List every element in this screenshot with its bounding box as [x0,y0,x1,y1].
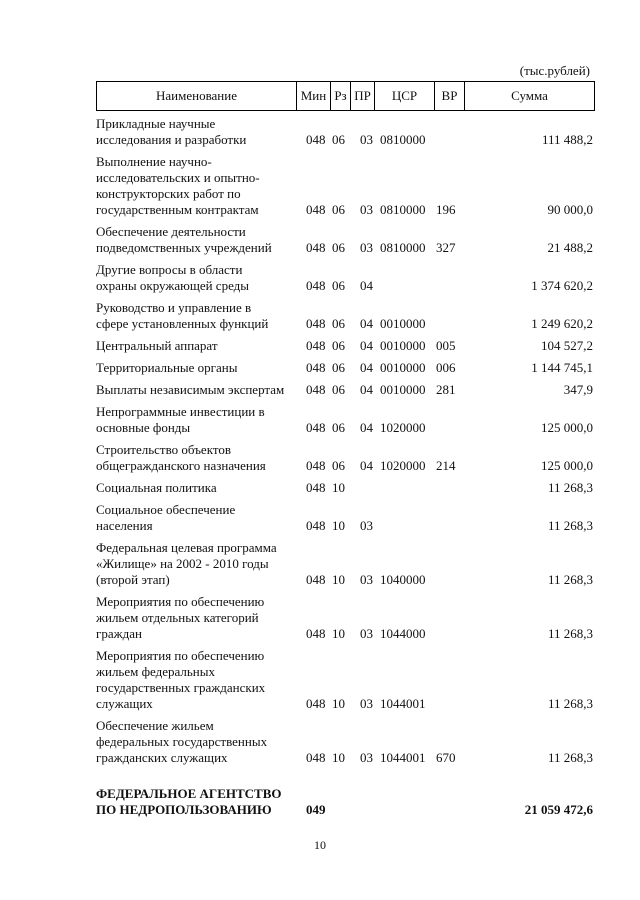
cell-pr: 03 [360,626,373,641]
total-cell-name: ФЕДЕРАЛЬНОЕ АГЕНТСТВО ПО НЕДРОПОЛЬЗОВАНИЮ [96,786,282,817]
cell-rz: 06 [332,458,345,473]
header-csr: ЦСР [375,82,435,110]
cell-vr: 670 [436,750,456,765]
cell-min: 048 [306,572,326,587]
cell-csr: 0810000 [380,132,426,147]
cell-rz: 06 [332,360,345,375]
cell-pr: 04 [360,338,373,353]
cell-min: 048 [306,360,326,375]
cell-min: 048 [306,382,326,397]
table-row [96,718,595,766]
cell-vr: 327 [436,240,456,255]
total-row [96,786,595,818]
page-number: 10 [314,838,326,852]
cell-min: 048 [306,518,326,533]
cell-rz: 06 [332,132,345,147]
cell-rz: 10 [332,696,345,711]
cell-pr: 04 [360,382,373,397]
table-row [96,502,595,534]
cell-min: 048 [306,202,326,217]
cell-pr: 03 [360,572,373,587]
cell-name: Выплаты независимым экспертам [96,382,285,397]
table-row [96,404,595,436]
total-cell-min: 049 [306,802,326,817]
table-row [96,154,595,218]
cell-min: 048 [306,626,326,641]
cell-min: 048 [306,338,326,353]
cell-sum: 90 000,0 [547,202,593,217]
cell-rz: 06 [332,420,345,435]
table-row [96,442,595,474]
cell-vr: 214 [436,458,456,473]
cell-sum: 11 268,3 [547,750,593,765]
cell-csr: 0010000 [380,382,426,397]
cell-min: 048 [306,696,326,711]
cell-rz: 06 [332,316,345,331]
cell-name: Выполнение научно- исследовательских и опытно- конструкторских работ по государственным контрактам [96,154,260,217]
cell-name: Другие вопросы в области охраны окружающей среды [96,262,250,293]
cell-pr: 04 [360,316,373,331]
table-row [96,382,595,398]
cell-csr: 1040000 [380,572,426,587]
cell-vr: 281 [436,382,456,397]
cell-rz: 06 [332,202,345,217]
cell-rz: 10 [332,518,345,533]
cell-vr: 196 [436,202,456,217]
cell-sum: 1 249 620,2 [531,316,593,331]
header-sum: Сумма [511,88,548,103]
table-row [96,648,595,712]
cell-min: 048 [306,240,326,255]
cell-csr: 1020000 [380,458,426,473]
cell-csr: 1044001 [380,750,426,765]
cell-csr: 1020000 [380,420,426,435]
cell-name: Мероприятия по обеспечению жильем отдельных категорий граждан [96,594,265,641]
cell-sum: 1 374 620,2 [531,278,593,293]
cell-sum: 11 268,3 [547,626,593,641]
cell-pr: 03 [360,132,373,147]
table-row [96,224,595,256]
header-rz: Рз [331,82,351,110]
units-label: (тыс.рублей) [519,63,590,78]
cell-min: 048 [306,750,326,765]
header-vr: ВР [435,82,465,110]
table-row [96,594,595,642]
cell-pr: 04 [360,278,373,293]
cell-csr: 0010000 [380,316,426,331]
cell-pr: 04 [360,360,373,375]
cell-csr: 0810000 [380,202,426,217]
cell-csr: 1044001 [380,696,426,711]
total-cell-sum: 21 059 472,6 [524,802,593,817]
cell-min: 048 [306,132,326,147]
cell-sum: 111 488,2 [541,132,593,147]
cell-name: Непрограммные инвестиции в основные фонды [96,404,265,435]
cell-name: Территориальные органы [96,360,238,375]
header-name: Наименование [97,82,297,110]
cell-sum: 11 268,3 [547,518,593,533]
cell-name: Строительство объектов общегражданского назначения [96,442,266,473]
cell-pr: 03 [360,750,373,765]
cell-sum: 125 000,0 [541,458,593,473]
cell-vr: 006 [436,360,456,375]
cell-csr: 1044000 [380,626,426,641]
cell-name: Руководство и управление в сфере установленных функций [96,300,269,331]
cell-rz: 10 [332,480,345,495]
cell-name: Федеральная целевая программа «Жилище» на 2002 - 2010 годы (второй этап) [96,540,277,587]
table-row [96,480,595,496]
cell-pr: 03 [360,518,373,533]
cell-min: 048 [306,480,326,495]
table-row [96,338,595,354]
cell-name: Обеспечение деятельности подведомственных учреждений [96,224,272,255]
cell-csr: 0010000 [380,360,426,375]
table-row [96,360,595,376]
header-min: Мин [297,82,331,110]
cell-name: Мероприятия по обеспечению жильем федеральных государственных гражданских служащих [96,648,266,711]
cell-min: 048 [306,458,326,473]
cell-rz: 06 [332,338,345,353]
cell-sum: 11 268,3 [547,572,593,587]
cell-sum: 347,9 [563,382,593,397]
spacer [96,772,595,786]
cell-name: Прикладные научные исследования и разработки [96,116,247,147]
cell-min: 048 [306,420,326,435]
cell-rz: 06 [332,278,345,293]
table-row [96,116,595,148]
cell-sum: 11 268,3 [547,480,593,495]
cell-rz: 06 [332,240,345,255]
cell-pr: 03 [360,240,373,255]
cell-sum: 104 527,2 [541,338,593,353]
cell-sum: 11 268,3 [547,696,593,711]
cell-name: Центральный аппарат [96,338,218,353]
cell-rz: 06 [332,382,345,397]
cell-csr: 0010000 [380,338,426,353]
cell-rz: 10 [332,572,345,587]
cell-sum: 1 144 745,1 [531,360,593,375]
cell-pr: 03 [360,696,373,711]
cell-vr: 005 [436,338,456,353]
cell-name: Социальное обеспечение населения [96,502,236,533]
cell-rz: 10 [332,626,345,641]
cell-pr: 03 [360,202,373,217]
header-pr: ПР [351,82,375,110]
cell-rz: 10 [332,750,345,765]
cell-sum: 21 488,2 [547,240,593,255]
cell-csr: 0810000 [380,240,426,255]
table-body [96,116,595,824]
cell-name: Обеспечение жильем федеральных государственных гражданских служащих [96,718,268,765]
cell-min: 048 [306,316,326,331]
table-header [96,81,595,111]
cell-pr: 04 [360,420,373,435]
cell-sum: 125 000,0 [541,420,593,435]
table-row [96,300,595,332]
cell-name: Социальная политика [96,480,217,495]
cell-pr: 04 [360,458,373,473]
table-row [96,262,595,294]
cell-min: 048 [306,278,326,293]
table-row [96,540,595,588]
